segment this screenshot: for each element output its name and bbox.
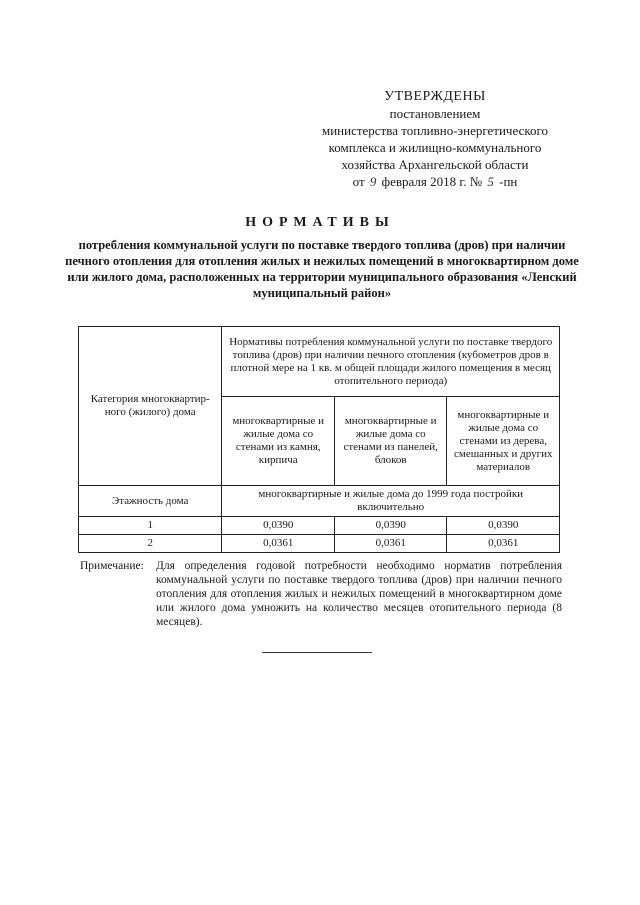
decree-number: 5 xyxy=(487,174,494,189)
note-text: Для определения годовой потребности необходимо норматив потребления коммунальной услуги по поставке твердого топлива (дров) при наличии печного отопления для отопления жилых и нежилых помещений в многоквартирном доме или жилого дома умножить на количество месяцев отопительного периода (8 месяцев). xyxy=(156,560,562,628)
document-title: НОРМАТИВЫ xyxy=(245,215,395,230)
approval-heading: УТВЕРЖДЕНЫ xyxy=(384,89,486,104)
note-label: Примечание: xyxy=(80,560,144,572)
note-block xyxy=(80,559,562,629)
approval-line-3: комплекса и жилищно-коммунального xyxy=(328,140,542,155)
approval-block xyxy=(290,88,580,190)
column-header-stone: многоквартирные и жилые дома со стенами из камня, кирпича xyxy=(222,397,335,486)
category-header: Категория многоквартир-ного (жилого) дома xyxy=(79,327,222,486)
date-day: 9 xyxy=(369,174,377,189)
value-cell: 0,0361 xyxy=(447,535,560,553)
period-label: многоквартирные и жилые дома до 1999 года постройки включительно xyxy=(222,486,560,517)
column-header-wood: многоквартирные и жилые дома со стенами из дерева, смешанных и других материалов xyxy=(447,397,560,486)
date-month-year: февраля 2018 г. № xyxy=(381,174,483,189)
floor-cell: 1 xyxy=(79,517,222,535)
value-cell: 0,0390 xyxy=(222,517,335,535)
approval-line-1: постановлением xyxy=(389,106,481,121)
approval-date-line xyxy=(290,173,580,190)
decree-suffix: -пн xyxy=(499,174,518,189)
value-cell: 0,0361 xyxy=(222,535,335,553)
approval-line-2: министерства топливно-энергетического xyxy=(321,123,549,138)
table-row xyxy=(79,517,560,535)
table-row xyxy=(79,535,560,553)
closing-divider xyxy=(262,652,372,653)
norms-table xyxy=(78,326,560,553)
date-prefix: от xyxy=(352,174,365,189)
floor-cell: 2 xyxy=(79,535,222,553)
value-cell: 0,0390 xyxy=(447,517,560,535)
value-cell: 0,0390 xyxy=(334,517,447,535)
column-header-panel: многоквартирные и жилые дома со стенами из панелей, блоков xyxy=(334,397,447,486)
norms-header: Нормативы потребления коммунальной услуги по поставке твердого топлива (дров) при наличии печного отопления (кубометров дров в плотной мере на 1 кв. м общей площади жилого помещения в месяц отопительного периода) xyxy=(222,327,560,397)
document-subtitle: потребления коммунальной услуги по поставке твердого топлива (дров) при наличии печного отопления для отопления жилых и нежилых помещений в многоквартирном доме или жилого дома, расположенных на территории муниципального образования «Ленский муниципальный район» xyxy=(65,238,579,300)
value-cell: 0,0361 xyxy=(334,535,447,553)
floors-label: Этажность дома xyxy=(79,486,222,517)
approval-line-4: хозяйства Архангельской области xyxy=(341,157,529,172)
